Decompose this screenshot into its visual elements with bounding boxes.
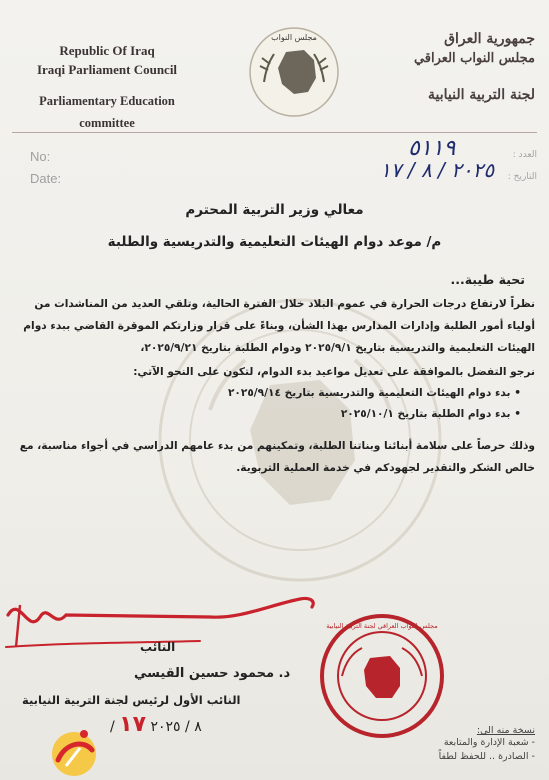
meta-arabic xyxy=(508,144,537,188)
header-ar-line1: جمهورية العراق xyxy=(444,31,535,47)
header-ar-line2: مجلس النواب العراقي xyxy=(413,51,535,66)
subject-line: م/ موعد دوام الهيئات التعليمية والتدريسية والطلبة xyxy=(107,234,442,250)
letter-date: ٢٠٢٥ / ٨ / ١٧ xyxy=(380,158,495,182)
copies-item-1: - شعبة الإدارة والمتابعة xyxy=(443,737,535,748)
header-en-line3: Parliamentary Education committee xyxy=(39,94,175,130)
bullet-1-text: بدء دوام الهيئات التعليمية والتدريسية بتاريخ ٢٠٢٥/٩/١٤ xyxy=(227,387,511,399)
addressee: معالي وزير التربية المحترم xyxy=(185,202,364,218)
ar-date-label: التاريخ : xyxy=(507,172,537,182)
date-label: Date: xyxy=(30,171,62,186)
header-ar-line3: لجنة التربية النيابية xyxy=(427,87,535,103)
header-english xyxy=(12,42,202,134)
request-line: نرجو التفضل بالموافقة على تعديل مواعيد بدء الدوام، لتكون على النحو الآتي: xyxy=(133,366,535,378)
ar-no-label: العدد : xyxy=(512,150,537,160)
letter-number: ٥١١٩ xyxy=(408,136,456,161)
paragraph-1: نظراً لارتفاع درجات الحرارة في عموم البلاد خلال الفترة الحالية، وتلقي العديد من المناشدات من أولياء أمور الطلبة وإدارات المدارس بهذا الشأن، وبناءً على قرار وزارتكم الموقرة القاضي ببدء دوام الهيئات التعليمية والتدريسية بتاريخ ٢٠٢٥/٩/١ ودوام الطلبة بتاريخ ٢٠٢٥/٩/٢١، xyxy=(23,298,535,354)
copies-item-2: - الصادرة .. للحفظ لطفاً xyxy=(438,751,535,762)
signatory-name: د. محمود حسين القيسي xyxy=(134,666,291,681)
signature-date-rest: / ٨ / ٢٠٢٥ xyxy=(110,719,202,735)
meta-english xyxy=(30,146,61,190)
signature-date xyxy=(110,712,202,737)
header-en-line1: Republic Of Iraq xyxy=(59,43,155,58)
greeting: تحية طيبة... xyxy=(450,272,525,287)
official-stamp-icon xyxy=(318,612,446,740)
signatory-title: النائب xyxy=(140,640,176,654)
copies-section xyxy=(439,725,535,764)
parliament-emblem-icon xyxy=(246,24,342,120)
signatory-role: النائب الأول لرئيس لجنة التربية النيابية xyxy=(22,693,241,707)
letter-body xyxy=(14,198,535,479)
bullet-item: • بدء دوام الطلبة بتاريخ ٢٠٢٥/١٠/١ xyxy=(340,408,521,420)
copies-heading: نسخة منه الى: xyxy=(476,725,535,736)
signature-date-day: ١٧ xyxy=(119,712,147,737)
no-label: No: xyxy=(30,149,51,164)
news-logo-icon xyxy=(44,720,106,780)
closing-paragraph: وذلك حرصاً على سلامة أبنائنا وبناتنا الطلبة، وتمكينهم من بدء عامهم الدراسي في أجواء مناسبة، مع خالص الشكر والتقدير لجهودكم في خدمة العملية التربوية. xyxy=(19,440,535,474)
bullet-2-text: بدء دوام الطلبة بتاريخ ٢٠٢٥/١٠/١ xyxy=(340,408,511,420)
stamp-text: مجلس النواب العراقي لجنة التربية النيابية xyxy=(326,622,438,630)
header-arabic xyxy=(385,30,535,106)
emblem-text: مجلس النواب xyxy=(271,33,317,42)
header-en-line2: Iraqi Parliament Council xyxy=(36,62,178,77)
bullet-item: • بدء دوام الهيئات التعليمية والتدريسية بتاريخ ٢٠٢٥/٩/١٤ xyxy=(227,387,521,399)
header-divider xyxy=(12,132,537,133)
